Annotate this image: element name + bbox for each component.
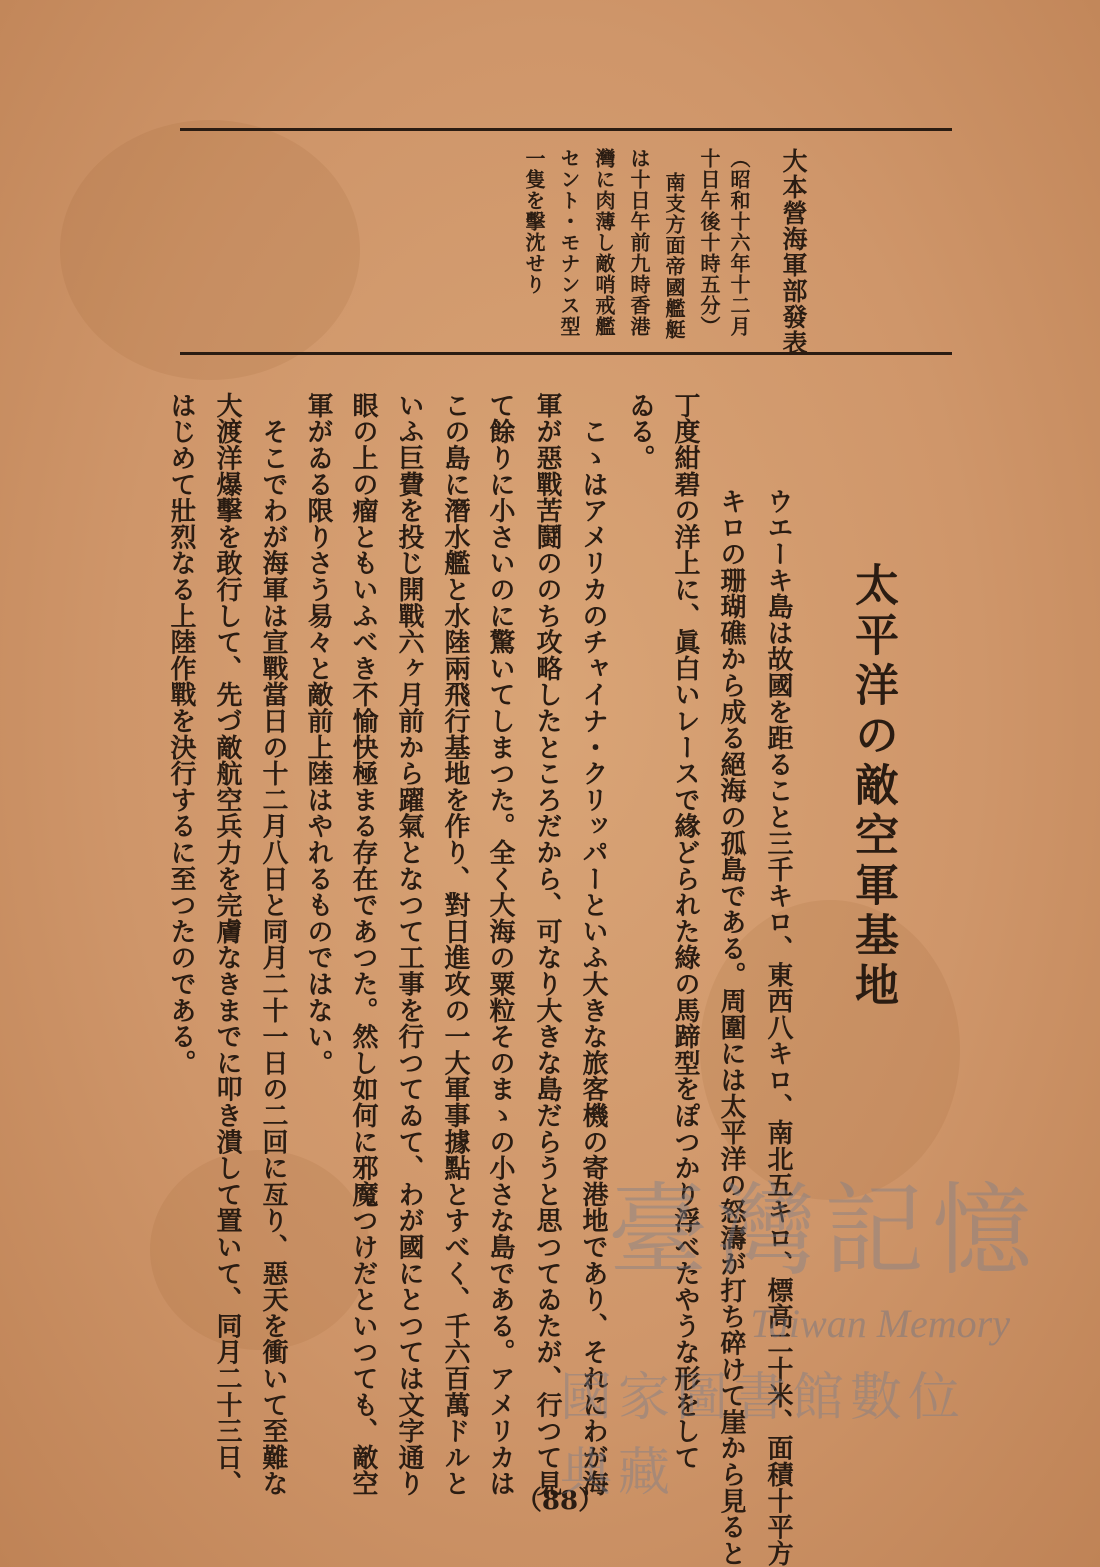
bulletin-line: セント・モナンス型 [557, 148, 581, 337]
bulletin-top-rule [180, 128, 952, 131]
body-column: キロの珊瑚礁から成る絕海の孤島である。周圍には太平洋の怒濤が打ち碎けて崖から見ると [716, 488, 746, 1567]
body-column: いふ巨費を投じ開戰六ヶ月前から躍氣となつて工事を行つてゐて、わが國にとつては文字通り [394, 392, 424, 1497]
watermark-chinese: 國家圖書館數位典藏 [560, 1368, 967, 1503]
bulletin-bottom-rule [180, 352, 952, 355]
article-title: 太平洋の敵空軍基地 [847, 562, 898, 1012]
body-column: 眼の上の瘤ともいふべき不愉快極まる存在であつた。然し如何に邪魔つけだといつても、敵空 [348, 392, 378, 1497]
watermark-glyphs: 臺灣記憶 [608, 1172, 1040, 1289]
bulletin-line: （昭和十六年十二月 [727, 148, 751, 337]
page-number: （88） [515, 1486, 605, 1516]
body-column: 丁度紺碧の洋上に、眞白いレースで緣どられた綠の馬蹄型をぽつかり浮べたやうな形をして [670, 392, 700, 1471]
bulletin-title: 大本營海軍部發表 [779, 148, 808, 356]
body-column: 大渡洋爆擊を敢行して、先づ敵航空兵力を完膚なきまでに叩き潰して置いて、同月二十三日、 [212, 392, 242, 1497]
bulletin-line: は十日午前九時香港 [627, 148, 651, 337]
body-column: ゐる。 [625, 392, 655, 471]
bulletin-line: 南支方面帝國艦艇 [662, 172, 686, 340]
bulletin-line: 十日午後十時五分） [697, 148, 721, 337]
body-column: はじめて壯烈なる上陸作戰を決行するに至つたのである。 [166, 392, 196, 1076]
body-column: 軍がゐる限りさう易々と敵前上陸はやれるものではない。 [303, 392, 333, 1076]
body-column: 軍が惡戰苦鬪ののち攻略したところだから、可なり大きな島だらうと思つてゐたが、行つて見 [532, 392, 562, 1497]
watermark-english: Taiwan Memory [750, 1301, 1010, 1346]
body-column: て餘りに小さいのに驚いてしまつた。全く大海の粟粒そのまゝの小さな島である。アメリカは [485, 392, 515, 1497]
paper-stain [60, 120, 360, 380]
body-column: そこでわが海軍は宣戰當日の十二月八日と同月二十一日の二回に亙り、惡天を衝いて至難な [258, 392, 288, 1497]
body-column: ウエーキ島は故國を距ること三千キロ、東西八キロ、南北五キロ、標高二十米、面積十平方 [763, 488, 793, 1567]
bulletin-line: 一隻を擊沈せり [522, 148, 546, 295]
body-column: この島に潛水艦と水陸兩飛行基地を作り、對日進攻の一大軍事據點とすべく、千六百萬ドルと [440, 392, 470, 1497]
body-column: こゝはアメリカのチャイナ・クリッパーといふ大きな旅客機の寄港地であり、それにわが海 [578, 392, 608, 1497]
bulletin-line: 灣に肉薄し敵哨戒艦 [592, 148, 616, 337]
